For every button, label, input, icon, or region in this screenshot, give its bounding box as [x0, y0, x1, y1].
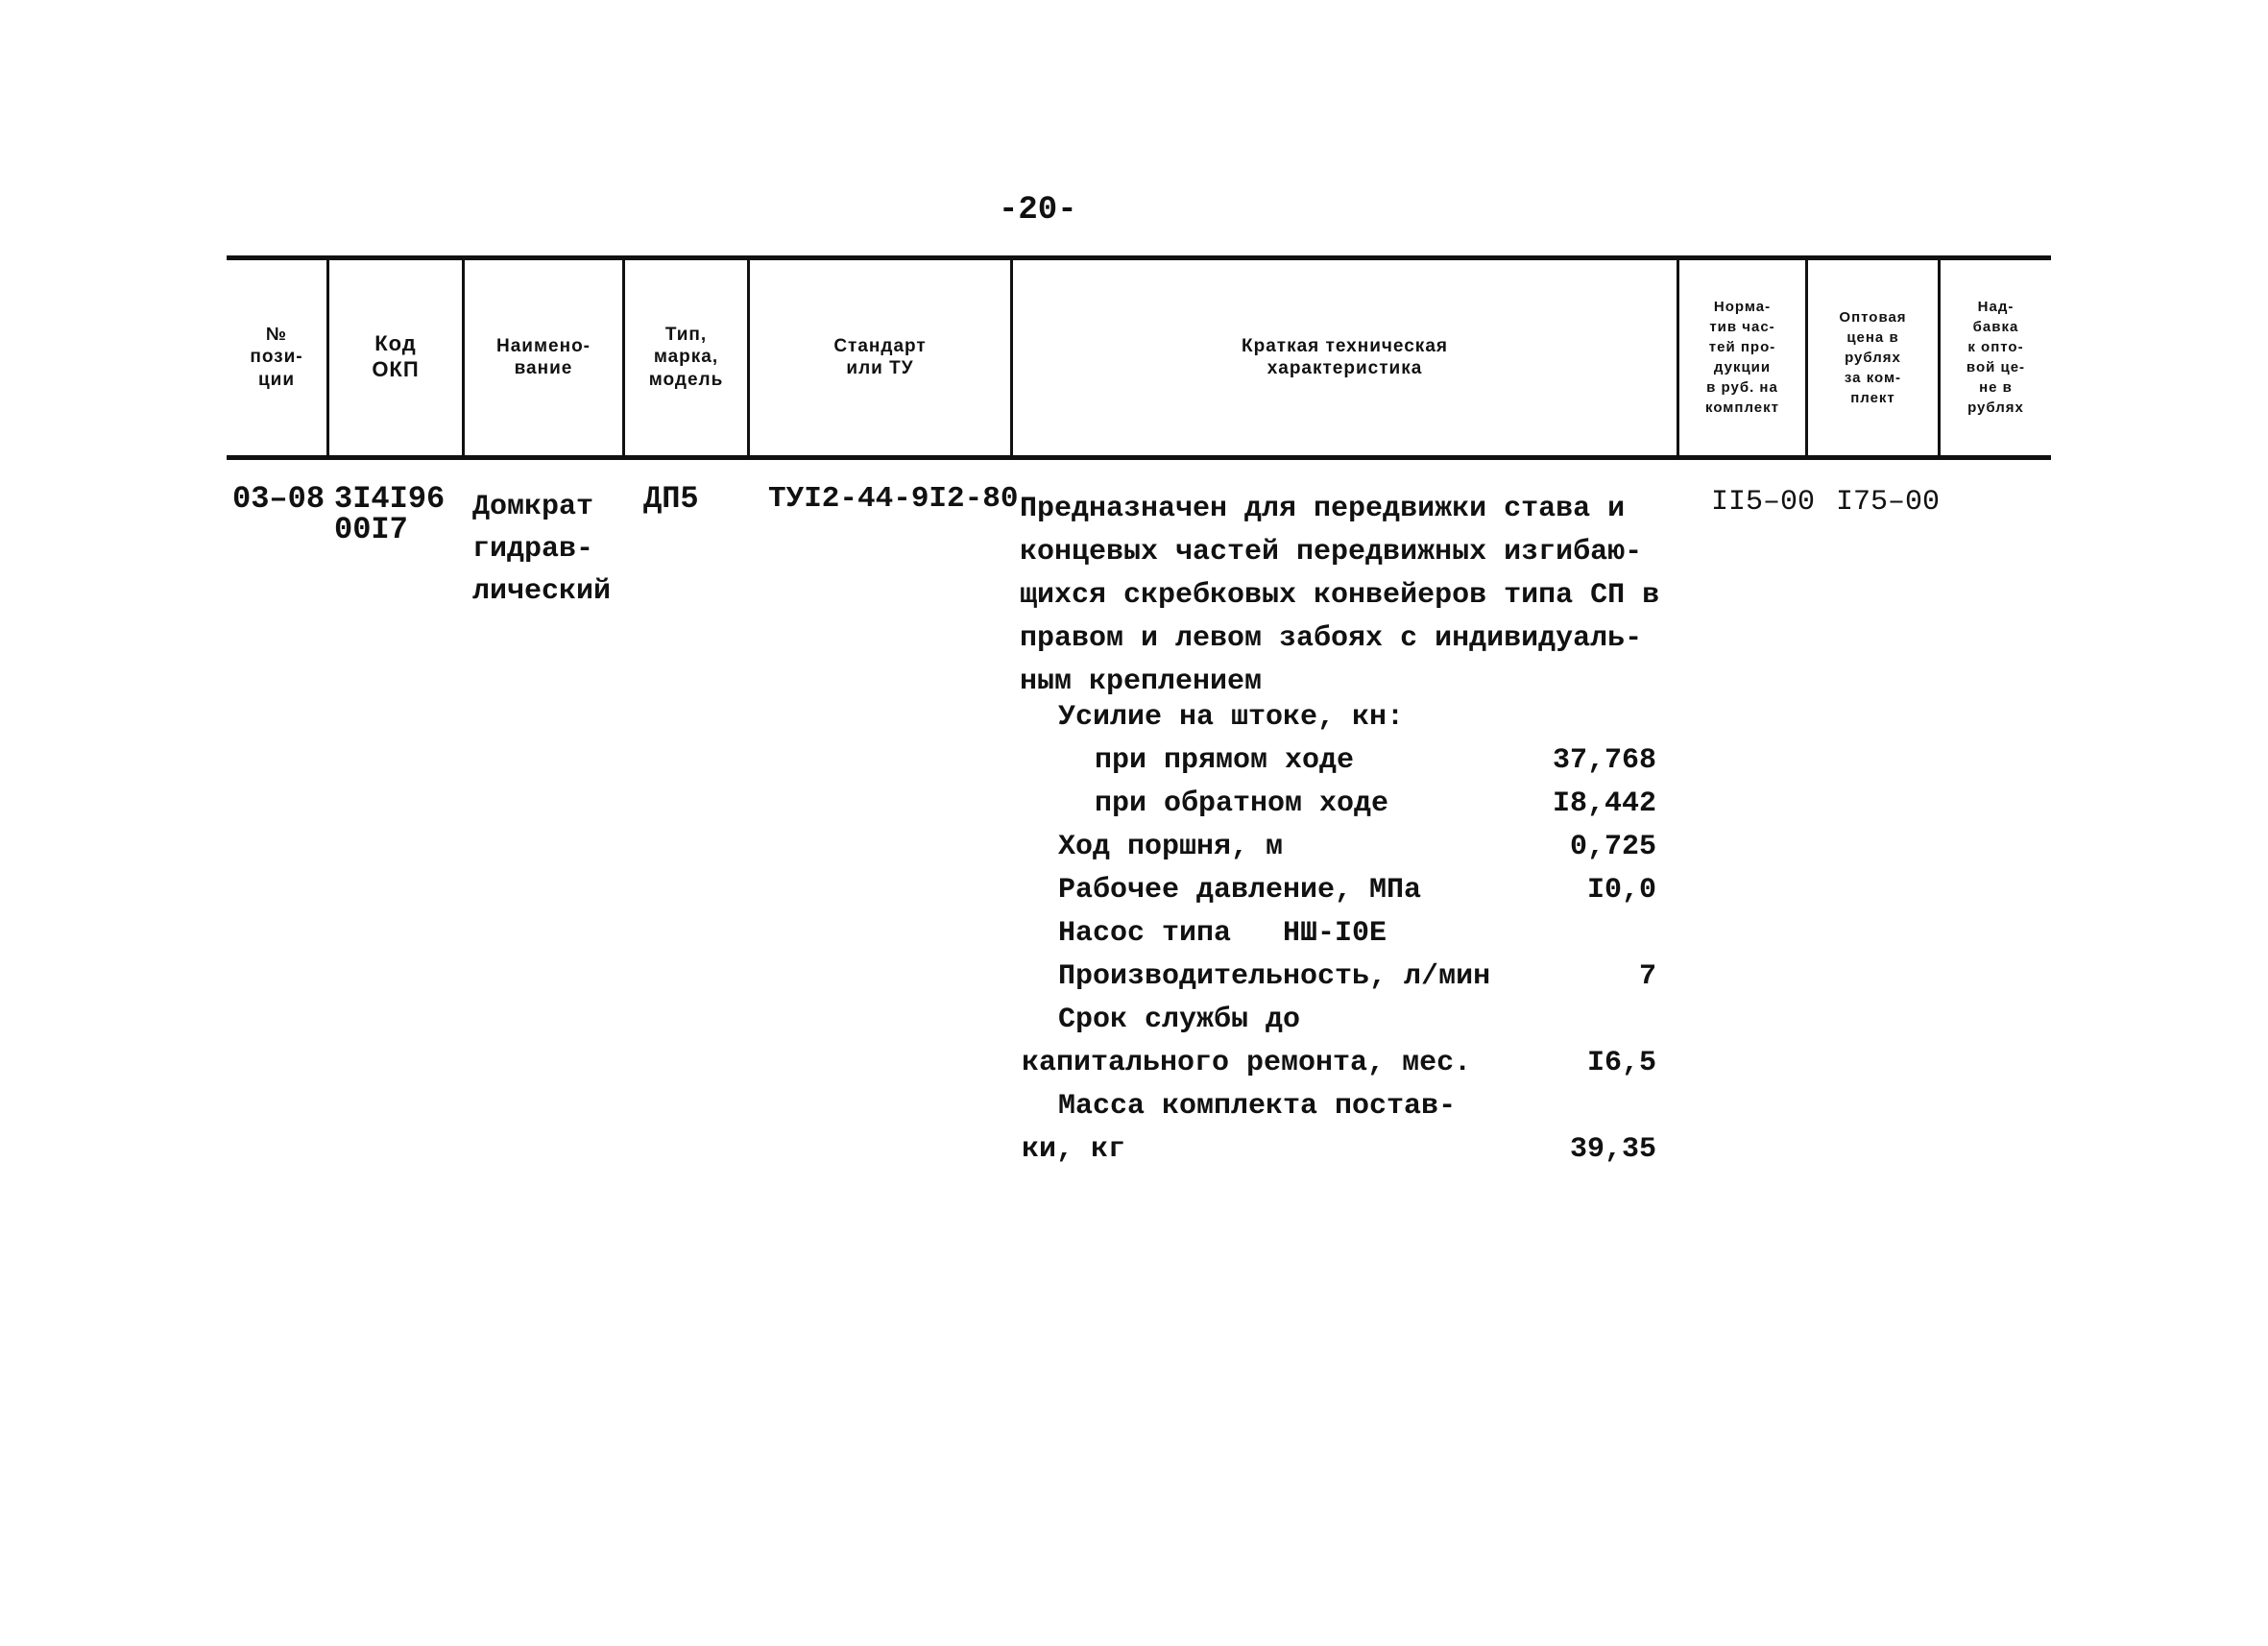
- spec-label: при обратном ходе: [1095, 787, 1389, 820]
- position-number: 03–08: [232, 481, 326, 517]
- description: Предназначен для передвижки става и концевых частей передвижных изгибаю- щихся скребковых конвейеров типа СП в правом и левом забоях с индивидуаль- ным креплением: [1020, 493, 1660, 698]
- spec-label: Рабочее давление, МПа: [1058, 874, 1422, 907]
- spec-label: при прямом ходе: [1095, 744, 1355, 777]
- header-type-model: Тип, марка, модель: [648, 325, 724, 390]
- wholesale-price: I75–00: [1836, 486, 1941, 519]
- spec-value: 39,35: [1569, 1133, 1656, 1166]
- header-norm: Норма- тив час- тей про- дукции в руб. на комплект: [1705, 299, 1779, 416]
- spec-label: Усилие на штоке, кн:: [1058, 701, 1405, 734]
- spec-label: Масса комплекта постав-: [1058, 1090, 1457, 1123]
- spec-label: Ход поршня, м: [1058, 831, 1284, 863]
- header-characteristic: Краткая техническая характеристика: [1242, 335, 1448, 378]
- header-standard: Стандарт или ТУ: [833, 335, 927, 378]
- header-markup: Над- бавка к опто- вой це- не в рублях: [1966, 299, 2026, 416]
- header-wholesale-price: Оптовая цена в рублях за ком- плект: [1839, 308, 1907, 406]
- spec-label: Срок службы до: [1058, 1004, 1301, 1036]
- page-number: -20-: [999, 192, 1077, 229]
- header-okp-code: Код ОКП: [372, 331, 420, 381]
- product-name: Домкрат гидрав- лический: [472, 491, 612, 608]
- table-header-bottom-rule: [227, 455, 2051, 460]
- spec-label: Насос типа НШ-I0Е: [1058, 917, 1387, 950]
- spec-value: 37,768: [1552, 744, 1656, 777]
- norm-value: II5–00: [1711, 486, 1816, 519]
- header-name: Наимено- вание: [496, 335, 591, 378]
- spec-value: I6,5: [1586, 1047, 1656, 1079]
- spec-label: ки, кг: [1022, 1133, 1126, 1166]
- okp-code: 3I4I96 00I7: [334, 481, 446, 547]
- spec-label: капитального ремонта, мес.: [1022, 1047, 1472, 1079]
- table-top-rule: [227, 255, 2051, 260]
- spec-value: 0,725: [1569, 831, 1656, 863]
- spec-value: I0,0: [1586, 874, 1656, 907]
- product-model: ДП5: [643, 481, 699, 517]
- spec-value: 7: [1638, 960, 1656, 993]
- standard-spec: ТУI2-44-9I2-80: [768, 482, 1019, 516]
- spec-value: I8,442: [1552, 787, 1656, 820]
- spec-label: Производительность, л/мин: [1058, 960, 1491, 993]
- header-position-no: № пози- ции: [250, 325, 303, 390]
